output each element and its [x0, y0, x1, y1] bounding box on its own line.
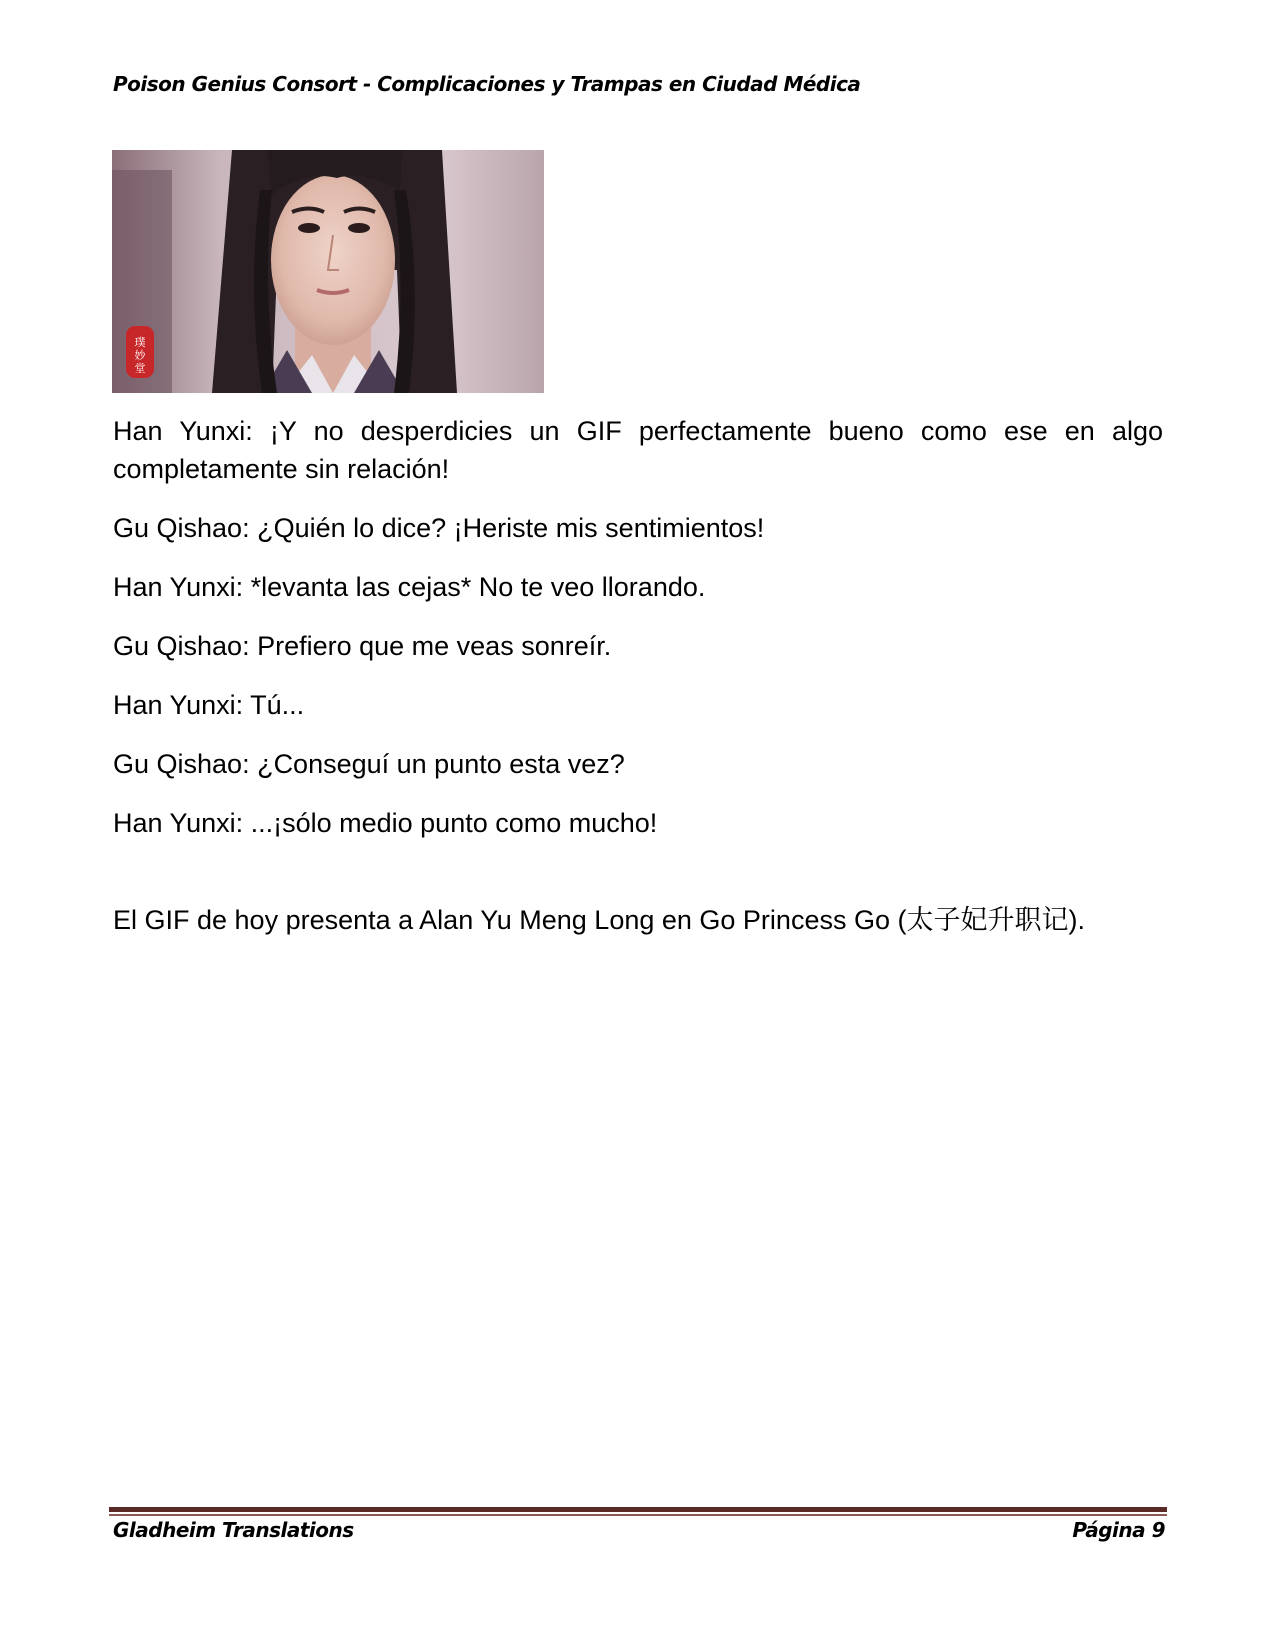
dialogue-line: Gu Qishao: ¿Quién lo dice? ¡Heriste mis sentimientos!	[113, 513, 765, 543]
dialogue-line: Gu Qishao: ¿Conseguí un punto esta vez?	[113, 749, 625, 779]
svg-text:妙: 妙	[134, 349, 146, 362]
gif-still-image	[112, 150, 544, 393]
svg-text:堂: 堂	[134, 362, 146, 375]
footer-rule	[109, 1507, 1167, 1512]
footer-rule-thin	[109, 1514, 1167, 1516]
dialogue-line: Han Yunxi: *levanta las cejas* No te veo llorando.	[113, 572, 706, 602]
svg-text:璞: 璞	[134, 336, 146, 349]
dialogue-line: Gu Qishao: Prefiero que me veas sonreír.	[113, 631, 612, 661]
gif-note: El GIF de hoy presenta a Alan Yu Meng Long en Go Princess Go (太子妃升职记).	[113, 905, 1085, 935]
dialogue-body	[113, 412, 1163, 960]
dialogue-line: Han Yunxi: ...¡sólo medio punto como mucho!	[113, 808, 658, 838]
page-number: Página 9	[1072, 1518, 1165, 1542]
footer-credit: Gladheim Translations	[113, 1518, 354, 1542]
portrait-illustration	[112, 150, 544, 393]
dialogue-line: Han Yunxi: Tú...	[113, 690, 305, 720]
page-header: Poison Genius Consort - Complicaciones y Trampas en Ciudad Médica	[113, 72, 861, 96]
dialogue-line: Han Yunxi: ¡Y no desperdicies un GIF perfectamente bueno como ese en algo completamente sin relación!	[113, 416, 1163, 484]
